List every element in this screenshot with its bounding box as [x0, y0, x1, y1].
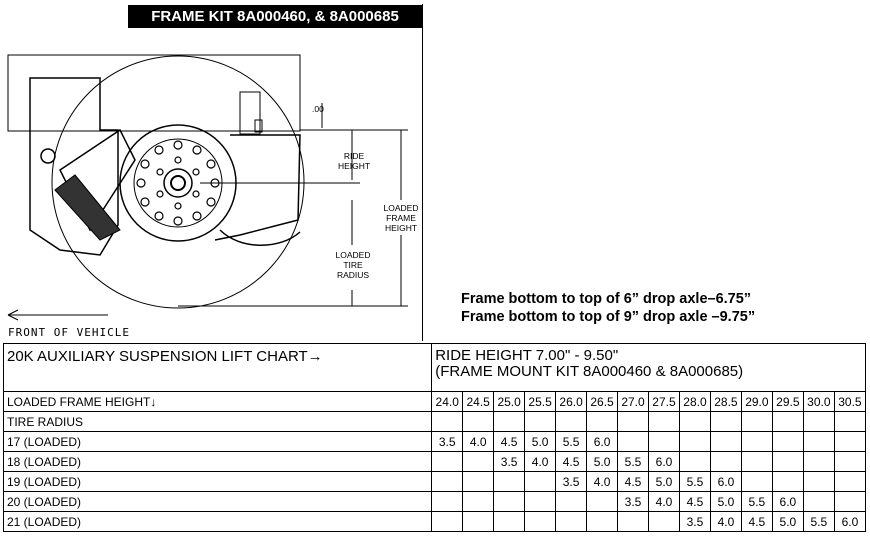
drop-value-cell: 6.0	[772, 492, 803, 512]
drop-value-cell	[556, 512, 587, 532]
table-row	[4, 512, 866, 532]
drop-value-cell: 4.0	[525, 452, 556, 472]
table-row	[4, 472, 866, 492]
tire-radius-row-label: 20 (LOADED)	[4, 492, 432, 512]
drop-value-cell	[679, 452, 710, 472]
empty-cell	[618, 412, 649, 432]
drop-value-cell	[618, 512, 649, 532]
drop-value-cell	[463, 472, 494, 492]
spring-mount	[240, 92, 260, 134]
drop-value-cell	[772, 432, 803, 452]
drop-value-cell	[463, 512, 494, 532]
table-row	[4, 432, 866, 452]
drop-value-cell: 5.0	[587, 452, 618, 472]
drop-value-cell	[525, 512, 556, 532]
drop-value-cell	[649, 432, 680, 452]
drop-value-cell: 4.0	[710, 512, 741, 532]
table-row	[4, 492, 866, 512]
frame-kit-title: FRAME KIT 8A000460, & 8A000685	[128, 5, 422, 28]
drop-value-cell	[494, 472, 525, 492]
drop-value-cell	[494, 512, 525, 532]
drop-value-cell: 3.5	[679, 512, 710, 532]
note-9-inch-drop: Frame bottom to top of 9” drop axle –9.75”	[461, 309, 756, 325]
air-spring	[215, 135, 300, 240]
drop-value-cell	[494, 492, 525, 512]
empty-cell	[710, 412, 741, 432]
drop-value-cell: 6.0	[587, 432, 618, 452]
tire-radius-row-label: 19 (LOADED)	[4, 472, 432, 492]
drop-value-cell: 5.5	[803, 512, 834, 532]
drop-value-cell	[679, 432, 710, 452]
frame-height-cell: 24.5	[463, 392, 494, 412]
axle-notes	[461, 290, 755, 326]
frame-height-cell: 29.5	[772, 392, 803, 412]
drop-value-cell	[432, 512, 463, 532]
drop-value-cell	[618, 432, 649, 452]
drop-value-cell	[803, 472, 834, 492]
drop-value-cell: 5.5	[679, 472, 710, 492]
empty-cell	[463, 412, 494, 432]
drop-value-cell	[803, 492, 834, 512]
drop-value-cell: 6.0	[834, 512, 865, 532]
drop-value-cell	[834, 472, 865, 492]
frame-height-cell: 29.0	[741, 392, 772, 412]
suspension-drawing	[0, 0, 430, 342]
drop-value-cell	[587, 512, 618, 532]
drop-value-cell: 3.5	[494, 452, 525, 472]
drop-value-cell: 5.0	[525, 432, 556, 452]
drop-value-cell: 4.5	[679, 492, 710, 512]
empty-cell	[803, 412, 834, 432]
empty-cell	[556, 412, 587, 432]
drop-value-cell: 3.5	[432, 432, 463, 452]
frame-height-cell: 28.5	[710, 392, 741, 412]
drop-value-cell: 3.5	[556, 472, 587, 492]
drop-value-cell	[803, 432, 834, 452]
drop-value-cell	[432, 492, 463, 512]
ride-height-header-cell: RIDE HEIGHT 7.00" - 9.50" (FRAME MOUNT KIT 8A000460 & 8A000685)	[432, 344, 866, 392]
tire-radius-row-label: 21 (LOADED)	[4, 512, 432, 532]
note-6-inch-drop: Frame bottom to top of 6” drop axle–6.75”	[461, 291, 752, 307]
loaded-tire-radius-label: LOADED TIRE RADIUS	[335, 250, 371, 280]
empty-cell	[741, 412, 772, 432]
frame-height-cell: 30.0	[803, 392, 834, 412]
drop-value-cell: 3.5	[618, 492, 649, 512]
tire-radius-row-label: 18 (LOADED)	[4, 452, 432, 472]
drop-value-cell: 4.5	[556, 452, 587, 472]
chart-title-cell: 20K AUXILIARY SUSPENSION LIFT CHART→	[4, 344, 432, 392]
drop-value-cell: 6.0	[649, 452, 680, 472]
front-of-vehicle-label: FRONT OF VEHICLE	[8, 326, 130, 339]
drop-value-cell: 5.5	[556, 432, 587, 452]
drop-value-cell	[741, 472, 772, 492]
tire-radius-row-label: 17 (LOADED)	[4, 432, 432, 452]
drop-value-cell	[525, 472, 556, 492]
drop-value-cell: 4.0	[463, 432, 494, 452]
drop-value-cell: 4.5	[494, 432, 525, 452]
drop-value-cell: 5.0	[649, 472, 680, 492]
drop-value-cell	[432, 472, 463, 492]
drop-value-cell: 4.0	[587, 472, 618, 492]
drop-value-cell: 4.5	[618, 472, 649, 492]
empty-cell	[834, 412, 865, 432]
drop-value-cell	[834, 452, 865, 472]
frame-height-cell: 27.0	[618, 392, 649, 412]
frame-height-cell: 27.5	[649, 392, 680, 412]
drop-value-cell	[710, 432, 741, 452]
drop-value-cell: 4.0	[649, 492, 680, 512]
table-header-row	[4, 344, 866, 392]
frame-height-row	[4, 392, 866, 412]
drop-value-cell: 6.0	[710, 472, 741, 492]
drop-value-cell: 4.5	[741, 512, 772, 532]
drop-value-cell	[772, 452, 803, 472]
empty-cell	[494, 412, 525, 432]
drop-value-cell: 5.5	[618, 452, 649, 472]
drop-value-cell	[834, 492, 865, 512]
frame-height-cell: 24.0	[432, 392, 463, 412]
ride-height-label: RIDE HEIGHT	[337, 151, 371, 171]
empty-cell	[587, 412, 618, 432]
table-row	[4, 452, 866, 472]
loaded-frame-height-label: LOADED FRAME HEIGHT	[383, 203, 419, 233]
dim-label-00: .00	[312, 104, 324, 114]
frame-height-label: LOADED FRAME HEIGHT↓	[4, 392, 432, 412]
frame-height-cell: 30.5	[834, 392, 865, 412]
drop-value-cell	[525, 492, 556, 512]
drop-value-cell	[432, 452, 463, 472]
tire-radius-label: TIRE RADIUS	[4, 412, 432, 432]
frame-height-cell: 25.0	[494, 392, 525, 412]
drop-value-cell	[463, 452, 494, 472]
drop-value-cell	[556, 492, 587, 512]
drop-value-cell: 5.0	[710, 492, 741, 512]
drop-value-cell	[741, 432, 772, 452]
empty-cell	[525, 412, 556, 432]
drop-value-cell: 5.0	[772, 512, 803, 532]
empty-cell	[649, 412, 680, 432]
empty-cell	[772, 412, 803, 432]
drop-value-cell	[803, 452, 834, 472]
drop-value-cell	[463, 492, 494, 512]
drop-value-cell	[649, 512, 680, 532]
tire-radius-row	[4, 412, 866, 432]
frame-height-cell: 26.0	[556, 392, 587, 412]
empty-cell	[679, 412, 710, 432]
drop-value-cell	[741, 452, 772, 472]
drop-value-cell: 5.5	[741, 492, 772, 512]
lift-chart-table	[3, 343, 866, 532]
drop-value-cell	[710, 452, 741, 472]
frame-height-cell: 26.5	[587, 392, 618, 412]
empty-cell	[432, 412, 463, 432]
drop-value-cell	[772, 472, 803, 492]
drop-value-cell	[587, 492, 618, 512]
frame-height-cell: 28.0	[679, 392, 710, 412]
frame-height-cell: 25.5	[525, 392, 556, 412]
drop-value-cell	[834, 432, 865, 452]
tire-outline	[52, 56, 304, 308]
